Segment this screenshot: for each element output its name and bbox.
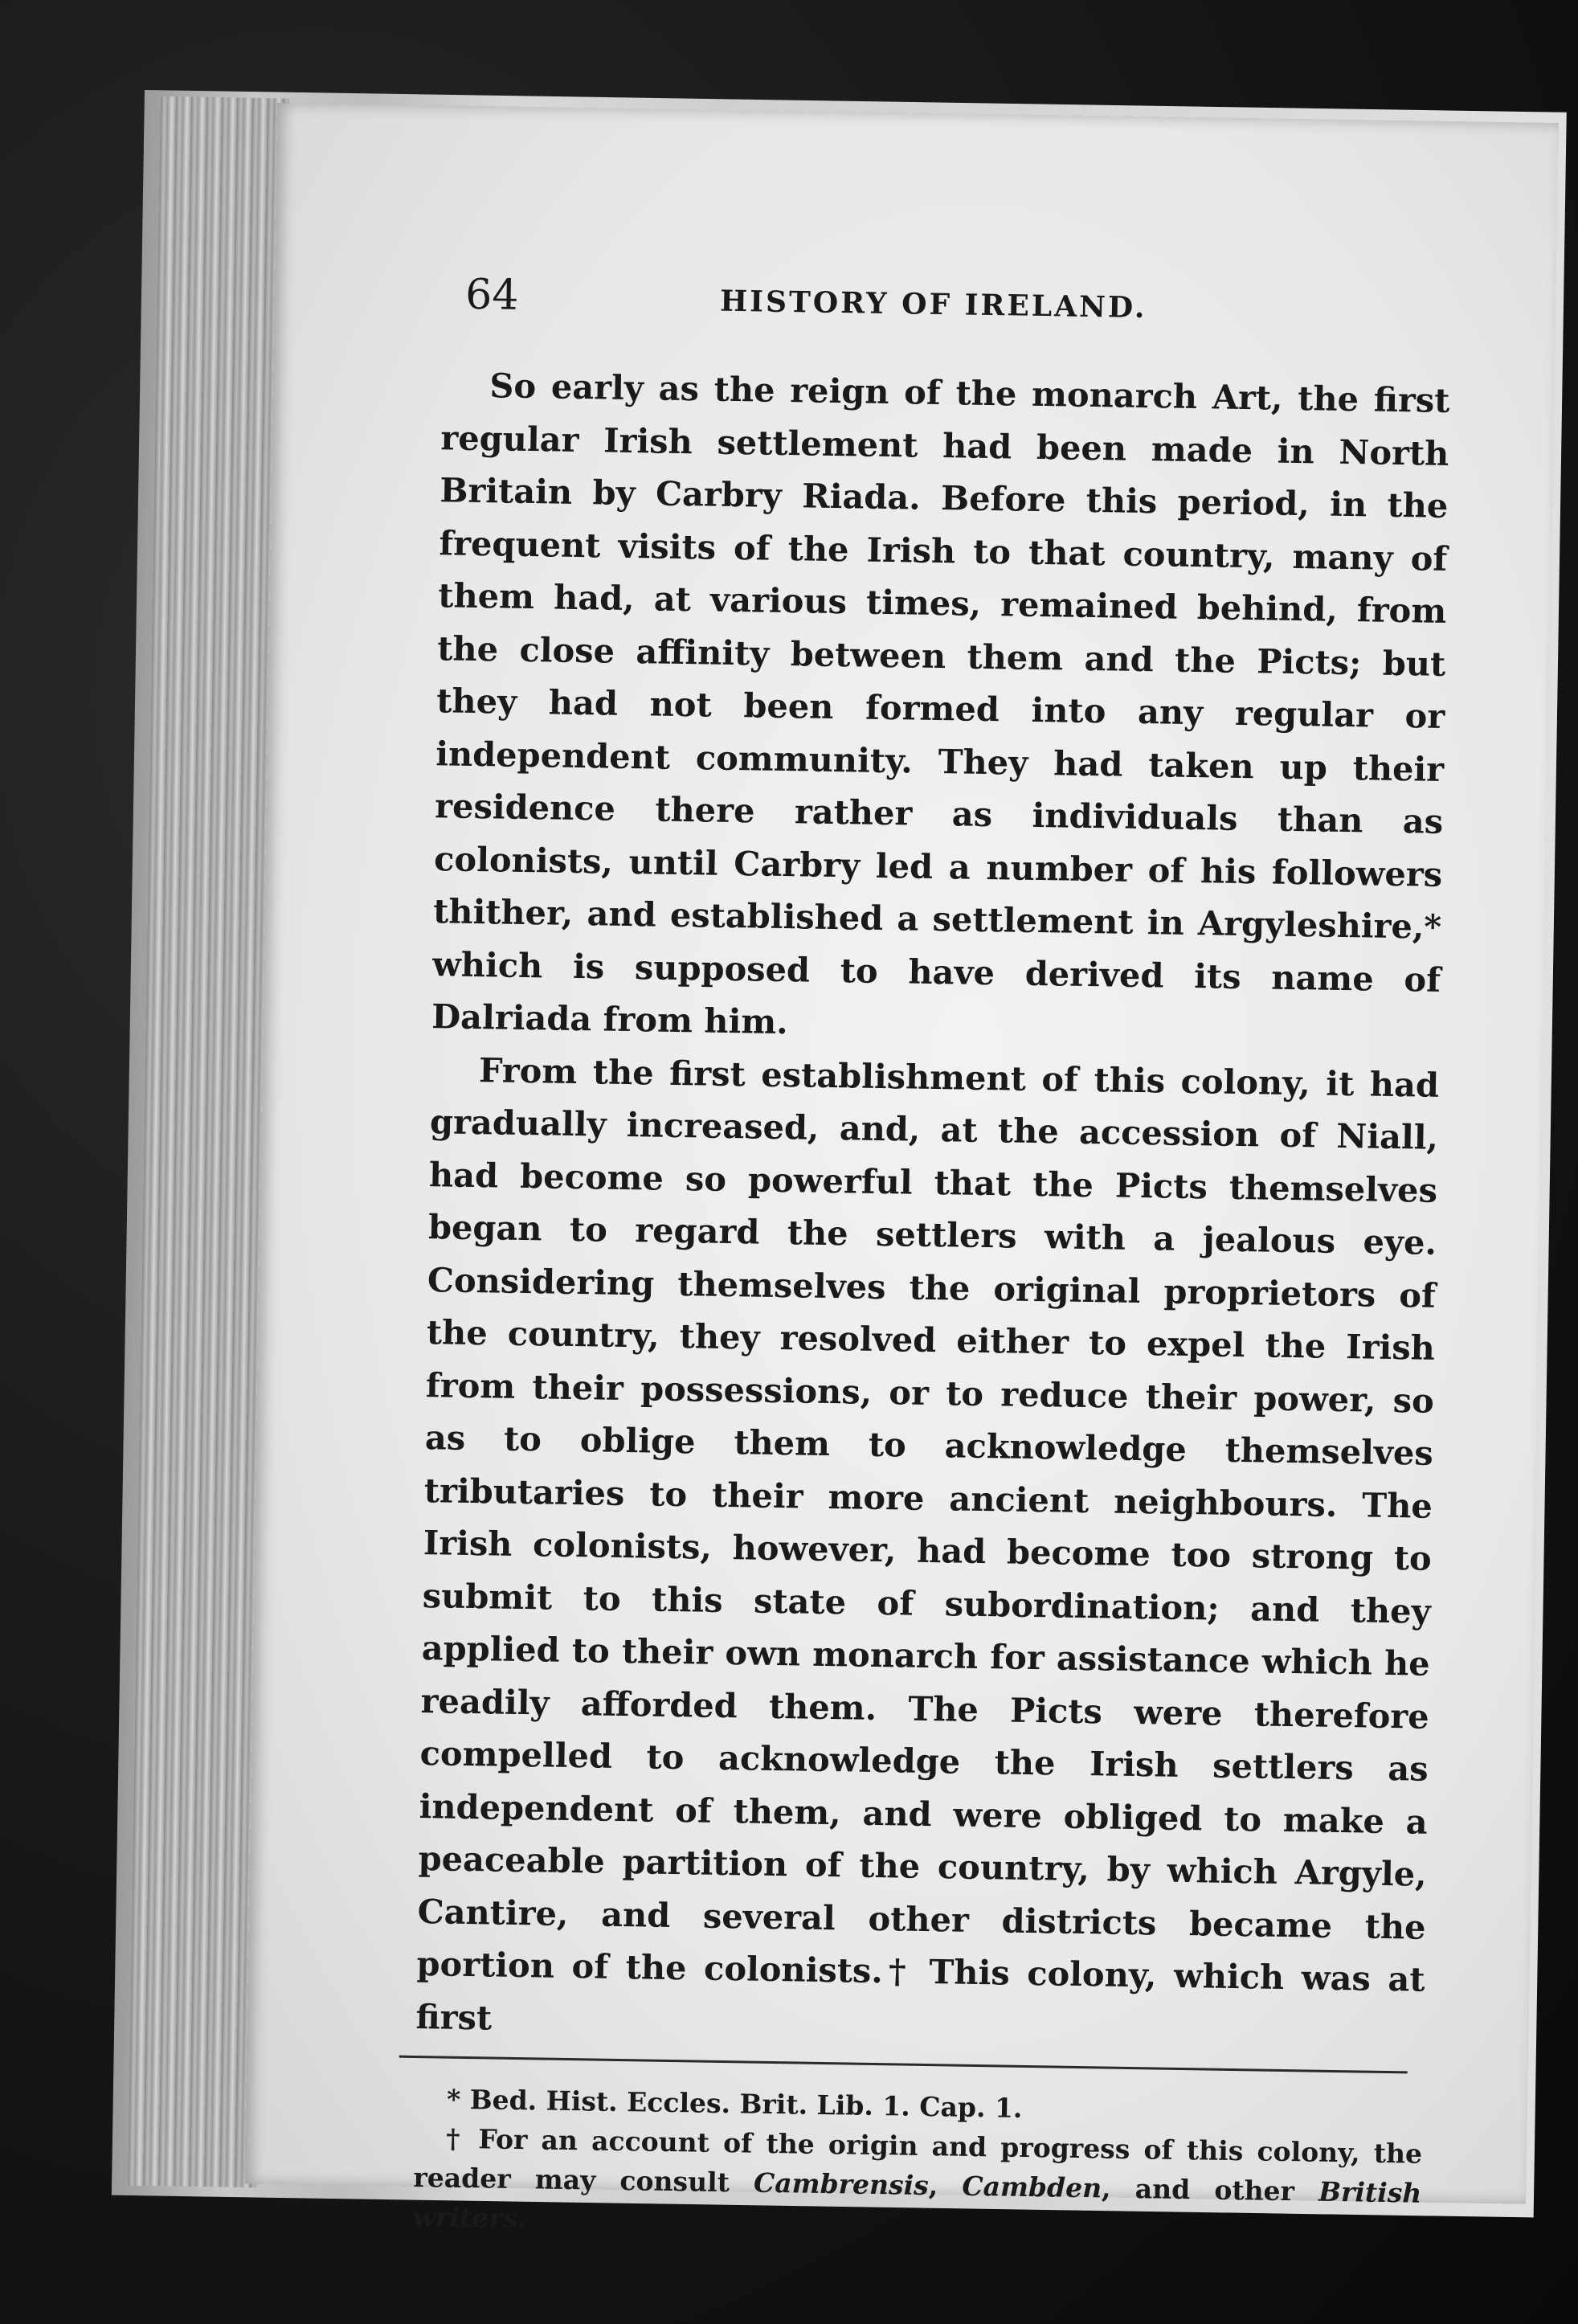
footnote-1: * Bed. Hist. Eccles. Brit. Lib. 1. Cap. 1. — [446, 2083, 1023, 2124]
paragraph-2: From the first establishment of this colony, it had gradually increased, and, at the accession of Niall, had become so powerful that the Picts themselves began to regard the settlers with a jealous eye. Considering themselves the original proprietors of the country, they resolved either to expel the Irish from their possessions, or to reduce their power, so as to oblige them to acknowledge themselves tributaries to their more ancient neighbours. The Irish colonists, however, had become too strong to submit to this state of subordination; and they applied to their own monarch for assistance which he readily afforded them. The Picts were therefore compelled to acknowledge the Irish settlers as independent of them, and were obliged to make a peaceable partition of the country, by which Argyle, Cantire, and several other districts became the portion of the colonists.† This colony, which was at first — [415, 1049, 1440, 2037]
page-header — [442, 270, 1452, 374]
body-text — [415, 358, 1450, 2058]
footnote-2-text: † For an account of the origin and progress of this colony, the reader may consult — [413, 2122, 1423, 2199]
footnote-2-cambden: Cambden — [962, 2170, 1102, 2204]
footnote-2-sep1: , — [928, 2170, 963, 2202]
footnote-2-british-writers: British writers — [412, 2175, 1422, 2235]
footnote-2 — [412, 2118, 1422, 2252]
footnote-2-sep2: , and other — [1101, 2172, 1319, 2207]
footnotes — [412, 2079, 1423, 2252]
page-content — [412, 270, 1451, 2252]
paragraph-1: So early as the reign of the monarch Art, the first regular Irish settlement had been made in North Britain by Carbry Riada. Before this period, in the frequent visits of the Irish to that country, many of them had, at various times, remained behind, from the close affinity between them and the Picts; but they had not been formed into any regular or independent community. They had taken up their residence there rather as individuals than as colonists, until Carbry led a number of his followers thither, and established a settlement in Argyleshire,* which is supposed to have derived its name of Dalriada from him. — [431, 366, 1450, 1042]
running-head: HISTORY OF IRELAND. — [719, 284, 1147, 325]
footnote-rule — [399, 2056, 1408, 2074]
page-number: 64 — [464, 270, 519, 320]
footnote-2-cambrensis: Cambrensis — [753, 2166, 930, 2202]
footnote-2-end: . — [517, 2203, 528, 2235]
book-page — [244, 103, 1558, 2235]
